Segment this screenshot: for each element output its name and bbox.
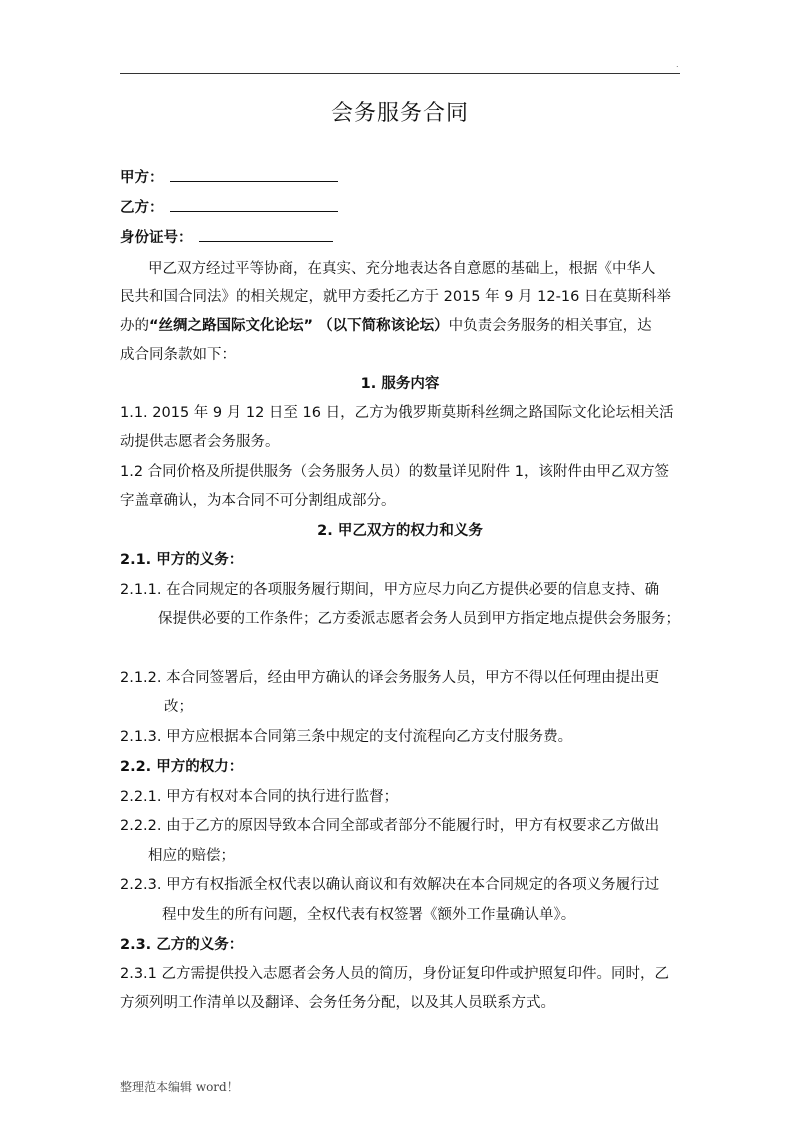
forum-name: “丝绸之路国际文化论坛” （以下简称该论坛） [149, 318, 449, 334]
clause-2-1-3: 2.1.3. 甲方应根据本合同第三条中规定的支付流程向乙方支付服务费。 [120, 729, 573, 745]
clause-2-3-1-line-2: 方须列明工作清单以及翻译、会务任务分配，以及其人员联系方式。 [120, 995, 555, 1011]
section-2-1-heading: 2.1. 甲方的义务： [120, 552, 244, 568]
intro-line-1: 甲乙双方经过平等协商，在真实、充分地表达各自意愿的基础上，根据《中华人 [148, 261, 656, 277]
intro-line-3-suffix: 中负责会务服务的相关事宜，达 [448, 318, 652, 334]
id-number-line [120, 226, 333, 247]
clause-1-1-line-1: 1.1. 2015 年 9 月 12 日至 16 日，乙方为俄罗斯莫斯科丝绸之路国际文化论坛相关活 [120, 405, 674, 421]
party-a-label: 甲方： [120, 170, 164, 186]
section-2-2-heading: 2.2. 甲方的权力： [120, 759, 244, 775]
page-footer: 整理范本编辑 word！ [120, 1080, 239, 1094]
header-rule [120, 73, 680, 74]
section-2-heading [0, 519, 800, 540]
party-a-line [120, 166, 338, 187]
section-2-heading-text: 2. 甲乙双方的权力和义务 [317, 523, 483, 539]
clause-2-1-2-line-2: 改； [164, 699, 193, 715]
party-b-blank[interactable] [170, 197, 338, 212]
party-b-line [120, 196, 338, 217]
clause-2-2-3-line-1: 2.2.3. 甲方有权指派全权代表以确认商议和有效解决在本合同规定的各项义务履行过 [120, 877, 660, 893]
clause-2-3-1-line-1: 2.3.1 乙方需提供投入志愿者会务人员的简历，身份证复印件或护照复印件。同时，乙 [120, 966, 670, 982]
id-number-blank[interactable] [199, 227, 333, 242]
intro-line-2: 民共和国合同法》的相关规定，就甲方委托乙方于 2015 年 9 月 12-16 日在莫斯科举 [120, 289, 671, 305]
header-mark: . [676, 60, 679, 69]
section-1-heading [0, 372, 800, 393]
id-number-label: 身份证号： [120, 230, 193, 246]
intro-line-3 [120, 314, 652, 335]
document-title: 会务服务合同 [330, 101, 469, 126]
clause-2-2-2-line-1: 2.2.2. 由于乙方的原因导致本合同全部或者部分不能履行时，甲方有权要求乙方做出 [120, 818, 660, 834]
intro-line-4: 成合同条款如下： [120, 347, 236, 363]
intro-line-3-prefix: 办的 [120, 318, 149, 334]
section-2-3-heading: 2.3. 乙方的义务： [120, 937, 244, 953]
clause-1-2-line-2: 字盖章确认，为本合同不可分割组成部分。 [120, 493, 396, 509]
party-b-label: 乙方： [120, 200, 164, 216]
clause-2-1-1-line-1: 2.1.1. 在合同规定的各项服务履行期间，甲方应尽力向乙方提供必要的信息支持、确 [120, 582, 660, 598]
party-a-blank[interactable] [170, 167, 338, 182]
clause-1-1-line-2: 动提供志愿者会务服务。 [120, 434, 280, 450]
clause-2-2-2-line-2: 相应的赔偿； [148, 848, 235, 864]
clause-1-2-line-1: 1.2 合同价格及所提供服务（会务服务人员）的数量详见附件 1，该附件由甲乙双方签 [120, 464, 670, 480]
clause-2-1-1-line-2: 保提供必要的工作条件；乙方委派志愿者会务人员到甲方指定地点提供会务服务； [158, 611, 680, 627]
clause-2-2-1: 2.2.1. 甲方有权对本合同的执行进行监督； [120, 789, 399, 805]
clause-2-1-2-line-1: 2.1.2. 本合同签署后，经由甲方确认的译会务服务人员，甲方不得以任何理由提出更 [120, 670, 660, 686]
section-1-heading-text: 1. 服务内容 [360, 376, 440, 392]
clause-2-2-3-line-2: 程中发生的所有问题，全权代表有权签署《额外工作量确认单》。 [162, 907, 576, 923]
